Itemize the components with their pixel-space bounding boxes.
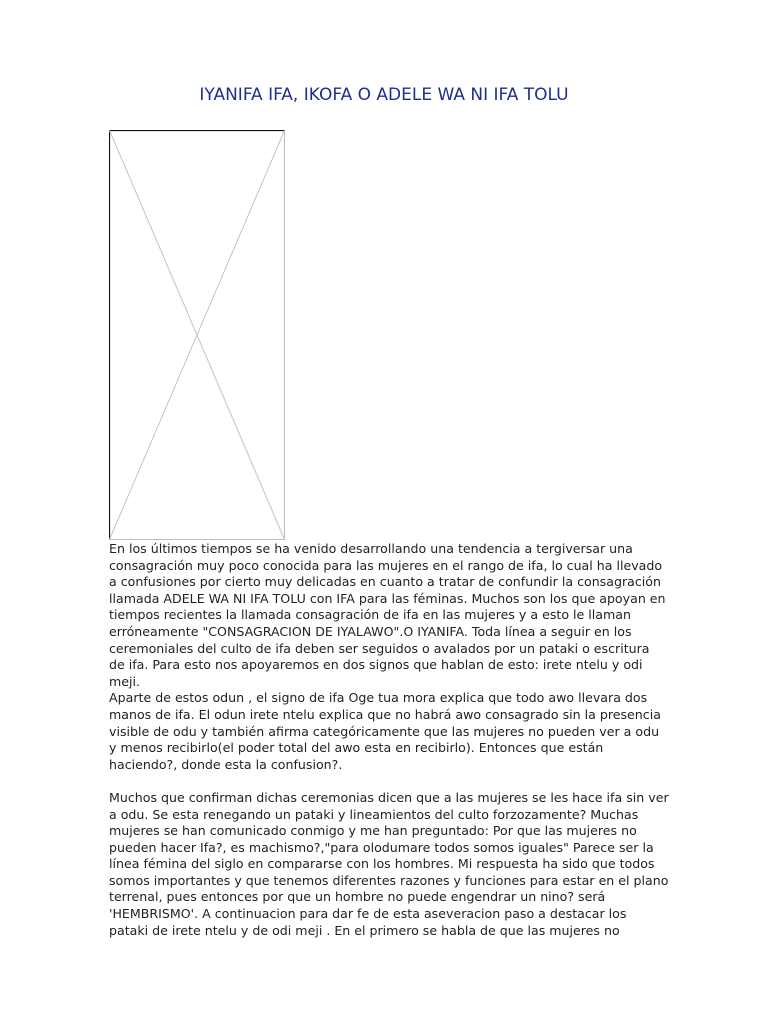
document-title: IYANIFA IFA, IKOFA O ADELE WA NI IFA TOLU xyxy=(199,85,569,105)
paragraph-3: Muchos que confirman dichas ceremonias dicen que a las mujeres se les hace ifa sin ver a odu. Se esta renegando un pataki y lineamientos del culto forzozamente? Muchas mujeres se han comunicado conmigo y me han preguntado: Por que las mujeres no pueden hacer Ifa?, es machismo?,"para olodumare todos somos iguales" Parece ser la línea fémina del siglo en compararse con los hombres. Mi respuesta ha sido que todos somos importantes y que tenemos diferentes razones y funciones para estar en el plano terrenal, pues entonces por que un hombre no puede engendrar un nino? será 'HEMBRISMO'. A continuacion para dar fe de esta aseveracion paso a destacar los pataki de irete ntelu y de odi meji . En el primero se habla de que las mujeres no xyxy=(109,789,669,938)
paragraph-1: En los últimos tiempos se ha venido desarrollando una tendencia a tergiversar una consagración muy poco conocida para las mujeres en el rango de ifa, lo cual ha llevado a confusiones por cierto muy delicadas en cuanto a tratar de confundir la consagración llamada ADELE WA NI IFA TOLU con IFA para las féminas. Muchos son los que apoyan en tiempos recientes la llamada consagración de ifa en las mujeres y a esto le llaman erróneamente "CONSAGRACION DE IYALAWO".O IYANIFA. Toda línea a seguir en los ceremoniales del culto de ifa deben ser seguidos o avalados por un pataki o escritura de ifa. Para esto nos apoyaremos en dos signos que hablan de esto: irete ntelu y odi meji. xyxy=(109,541,666,689)
broken-image-placeholder xyxy=(109,130,285,540)
image-placeholder-frame xyxy=(109,130,285,540)
paragraph-2: Aparte de estos odun , el signo de ifa Oge tua mora explica que todo awo llevara dos manos de ifa. El odun irete ntelu explica que no habrá awo consagrado sin la presencia visible de odu y también afirma categóricamente que las mujeres no pueden ver a odu y menos recibirlo(el poder total del awo esta en recibirlo). Entonces que están haciendo?, donde esta la confusion?. xyxy=(109,690,661,772)
paragraph-spacer xyxy=(109,773,669,790)
document-body xyxy=(109,541,669,939)
